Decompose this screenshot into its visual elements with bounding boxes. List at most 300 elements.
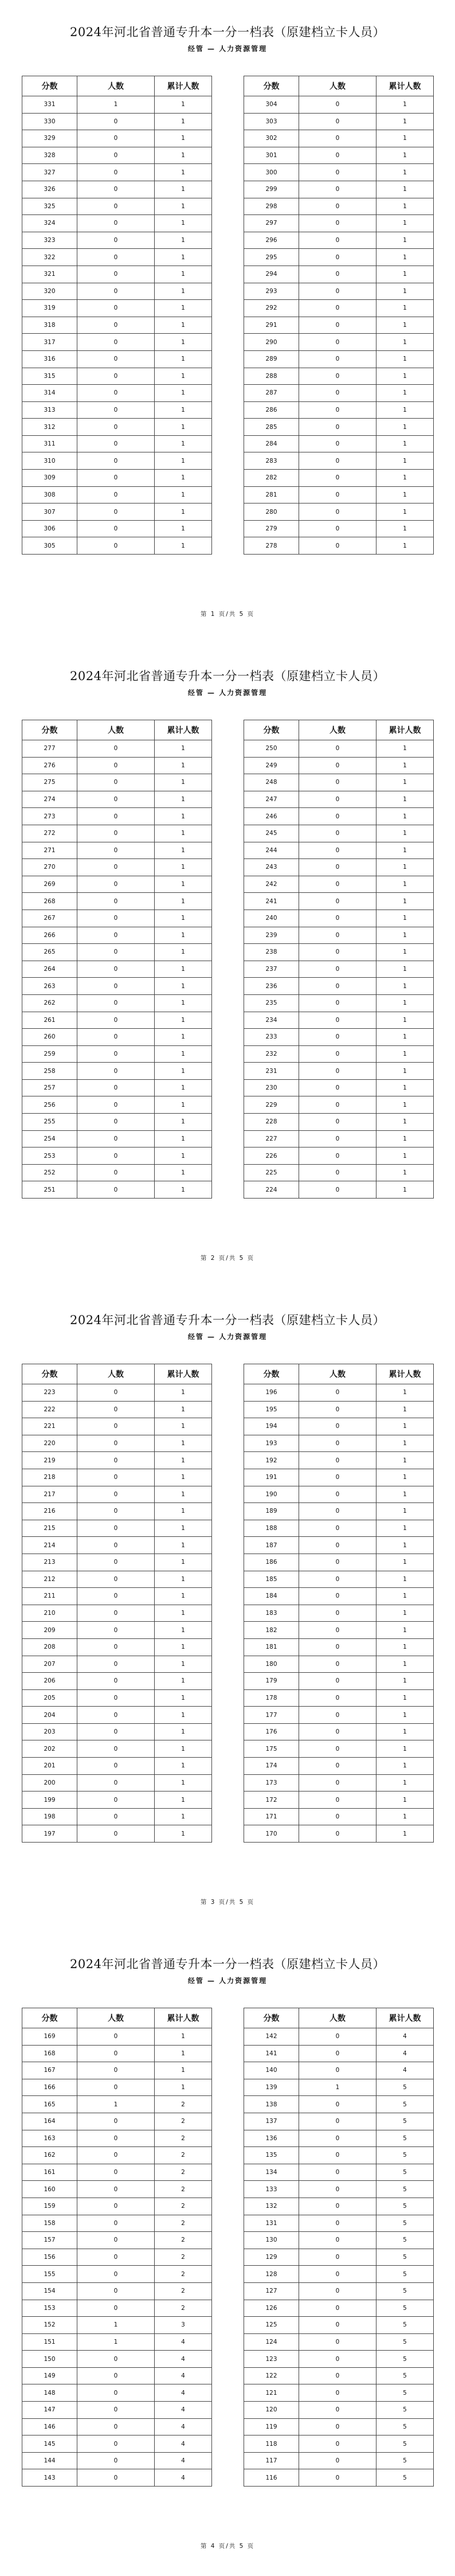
table-row xyxy=(244,2198,434,2215)
cumulative-cell: 5 xyxy=(376,2317,434,2334)
cumulative-cell: 5 xyxy=(376,2215,434,2232)
cumulative-cell: 1 xyxy=(376,1758,434,1775)
count-cell: 0 xyxy=(299,2282,376,2300)
table-row xyxy=(22,2469,212,2487)
score-cell: 272 xyxy=(22,825,77,842)
table-row xyxy=(244,1588,434,1605)
cumulative-cell: 1 xyxy=(376,504,434,521)
table-row xyxy=(244,1384,434,1402)
table-row xyxy=(22,1792,212,1809)
count-cell: 0 xyxy=(299,2367,376,2384)
score-cell: 158 xyxy=(22,2215,77,2232)
count-cell: 0 xyxy=(77,791,155,808)
table-row xyxy=(244,2164,434,2181)
count-cell: 0 xyxy=(77,1571,155,1588)
table-row xyxy=(244,2418,434,2436)
score-cell: 133 xyxy=(244,2181,299,2198)
count-cell: 0 xyxy=(77,876,155,893)
count-cell: 0 xyxy=(299,2147,376,2164)
cumulative-cell: 1 xyxy=(155,96,212,114)
table-row xyxy=(22,893,212,910)
table-row xyxy=(244,757,434,774)
count-cell: 0 xyxy=(77,1758,155,1775)
table-row xyxy=(244,130,434,147)
table-row xyxy=(22,130,212,147)
score-cell: 276 xyxy=(22,757,77,774)
table-header-row xyxy=(22,76,212,96)
count-cell: 1 xyxy=(77,2096,155,2113)
table-row xyxy=(22,1114,212,1131)
cumulative-cell: 1 xyxy=(155,1114,212,1131)
score-cell: 228 xyxy=(244,1114,299,1131)
table-row xyxy=(244,2333,434,2351)
cumulative-cell: 1 xyxy=(155,876,212,893)
cumulative-cell: 1 xyxy=(376,1554,434,1571)
page-footer: 第 2 页/共 5 页 xyxy=(200,1255,255,1262)
score-cell: 270 xyxy=(22,859,77,876)
count-cell: 0 xyxy=(299,435,376,452)
cumulative-cell: 5 xyxy=(376,2300,434,2317)
table-row xyxy=(22,927,212,944)
count-cell: 0 xyxy=(77,2384,155,2402)
score-cell: 252 xyxy=(22,1164,77,1181)
table-header-row xyxy=(244,720,434,740)
cumulative-cell: 1 xyxy=(155,791,212,808)
count-cell: 0 xyxy=(77,910,155,927)
table-row xyxy=(22,2317,212,2334)
cumulative-cell: 1 xyxy=(376,910,434,927)
count-cell: 0 xyxy=(299,791,376,808)
count-cell: 0 xyxy=(299,504,376,521)
score-cell: 210 xyxy=(22,1605,77,1622)
table-row xyxy=(22,1130,212,1148)
cumulative-cell: 1 xyxy=(376,1774,434,1792)
cumulative-cell: 1 xyxy=(376,1740,434,1758)
count-cell: 0 xyxy=(299,774,376,791)
cumulative-cell: 1 xyxy=(155,147,212,164)
cumulative-cell: 1 xyxy=(155,1012,212,1029)
cumulative-cell: 1 xyxy=(155,1689,212,1707)
table-row xyxy=(244,1758,434,1775)
cumulative-cell: 1 xyxy=(155,893,212,910)
count-cell: 0 xyxy=(77,2452,155,2469)
cumulative-cell: 1 xyxy=(155,740,212,758)
score-cell: 209 xyxy=(22,1622,77,1639)
table-row xyxy=(244,1723,434,1740)
page-subtitle: 经管 — 人力资源管理 xyxy=(187,1333,268,1341)
count-cell: 0 xyxy=(299,2062,376,2079)
cumulative-cell: 1 xyxy=(376,401,434,419)
score-cell: 117 xyxy=(244,2452,299,2469)
score-cell: 214 xyxy=(22,1537,77,1554)
count-cell: 0 xyxy=(299,1435,376,1452)
cumulative-cell: 1 xyxy=(155,350,212,368)
table-row xyxy=(244,1537,434,1554)
score-cell: 254 xyxy=(22,1130,77,1148)
score-cell: 202 xyxy=(22,1740,77,1758)
count-cell: 0 xyxy=(77,1148,155,1165)
table-row xyxy=(244,2282,434,2300)
table-row xyxy=(244,435,434,452)
cumulative-cell: 1 xyxy=(155,300,212,317)
score-cell: 258 xyxy=(22,1063,77,1080)
table-row xyxy=(244,2113,434,2130)
table-row xyxy=(22,1622,212,1639)
cumulative-cell: 1 xyxy=(376,1096,434,1114)
table-row xyxy=(244,825,434,842)
count-cell: 0 xyxy=(299,1554,376,1571)
count-cell: 0 xyxy=(299,2249,376,2266)
table-row xyxy=(244,1029,434,1046)
count-cell: 0 xyxy=(77,1114,155,1131)
count-cell: 0 xyxy=(299,181,376,198)
count-header: 人数 xyxy=(77,2008,155,2028)
count-cell: 0 xyxy=(299,537,376,555)
table-row xyxy=(244,2266,434,2283)
table-row xyxy=(244,1503,434,1520)
count-cell: 0 xyxy=(299,2028,376,2046)
score-cell: 265 xyxy=(22,944,77,961)
table-row xyxy=(22,504,212,521)
score-cell: 127 xyxy=(244,2282,299,2300)
table-header-row xyxy=(22,1364,212,1384)
cumulative-cell: 1 xyxy=(376,266,434,283)
count-cell: 0 xyxy=(77,1130,155,1148)
score-table-right xyxy=(244,1364,434,1843)
table-row xyxy=(22,1554,212,1571)
count-cell: 0 xyxy=(77,1096,155,1114)
score-cell: 179 xyxy=(244,1673,299,1690)
table-row xyxy=(22,2096,212,2113)
count-cell: 0 xyxy=(77,164,155,181)
count-cell: 0 xyxy=(299,1096,376,1114)
cumulative-cell: 1 xyxy=(376,249,434,266)
score-cell: 218 xyxy=(22,1469,77,1486)
count-cell: 0 xyxy=(299,147,376,164)
cumulative-cell: 2 xyxy=(155,2282,212,2300)
score-cell: 208 xyxy=(22,1638,77,1656)
cumulative-cell: 4 xyxy=(155,2333,212,2351)
score-cell: 200 xyxy=(22,1774,77,1792)
cumulative-cell: 1 xyxy=(376,774,434,791)
score-cell: 178 xyxy=(244,1689,299,1707)
table-row xyxy=(244,520,434,537)
count-cell: 0 xyxy=(77,350,155,368)
score-cell: 171 xyxy=(244,1808,299,1825)
score-cell: 219 xyxy=(22,1452,77,1469)
count-cell: 0 xyxy=(299,283,376,300)
table-row xyxy=(244,452,434,470)
cumulative-cell: 1 xyxy=(376,1130,434,1148)
score-cell: 244 xyxy=(244,842,299,859)
score-cell: 285 xyxy=(244,419,299,436)
score-cell: 165 xyxy=(22,2096,77,2113)
count-cell: 0 xyxy=(77,1656,155,1673)
count-cell: 0 xyxy=(77,2147,155,2164)
table-row xyxy=(22,2249,212,2266)
table-row xyxy=(244,1707,434,1724)
cumulative-cell: 4 xyxy=(376,2045,434,2062)
count-cell: 0 xyxy=(77,1740,155,1758)
count-cell: 0 xyxy=(299,1063,376,1080)
count-cell: 0 xyxy=(77,978,155,995)
score-cell: 196 xyxy=(244,1384,299,1402)
score-cell: 321 xyxy=(22,266,77,283)
table-row xyxy=(22,791,212,808)
score-cell: 164 xyxy=(22,2113,77,2130)
cumulative-cell: 1 xyxy=(155,961,212,978)
count-cell: 0 xyxy=(77,1401,155,1418)
table-row xyxy=(22,2452,212,2469)
page-title: 2024年河北省普通专升本一分一档表（原建档立卡人员） xyxy=(70,1313,385,1327)
table-row xyxy=(244,1012,434,1029)
count-cell: 0 xyxy=(299,1469,376,1486)
score-cell: 296 xyxy=(244,232,299,249)
page-2 xyxy=(0,644,455,1288)
table-row xyxy=(244,2147,434,2164)
count-cell: 0 xyxy=(299,757,376,774)
count-cell: 0 xyxy=(299,2384,376,2402)
page-footer: 第 4 页/共 5 页 xyxy=(200,2543,255,2550)
cumulative-header: 累计人数 xyxy=(376,720,434,740)
table-row xyxy=(22,2181,212,2198)
table-row xyxy=(244,300,434,317)
count-cell: 0 xyxy=(77,2266,155,2283)
table-row xyxy=(244,2232,434,2249)
count-cell: 0 xyxy=(299,1673,376,1690)
count-cell: 0 xyxy=(77,215,155,232)
count-cell: 0 xyxy=(77,1774,155,1792)
count-cell: 0 xyxy=(299,1537,376,1554)
cumulative-cell: 1 xyxy=(376,96,434,114)
score-cell: 264 xyxy=(22,961,77,978)
cumulative-cell: 1 xyxy=(155,1079,212,1096)
cumulative-cell: 1 xyxy=(155,842,212,859)
score-cell: 148 xyxy=(22,2384,77,2402)
score-cell: 263 xyxy=(22,978,77,995)
table-row xyxy=(244,1689,434,1707)
table-row xyxy=(22,1181,212,1199)
count-cell: 0 xyxy=(77,283,155,300)
count-cell: 0 xyxy=(299,1045,376,1063)
cumulative-cell: 1 xyxy=(155,757,212,774)
score-table-left xyxy=(22,76,212,555)
score-cell: 307 xyxy=(22,504,77,521)
count-cell: 0 xyxy=(77,1707,155,1724)
score-cell: 288 xyxy=(244,368,299,385)
count-cell: 1 xyxy=(77,2333,155,2351)
table-row xyxy=(244,1792,434,1809)
cumulative-cell: 1 xyxy=(155,266,212,283)
count-cell: 0 xyxy=(299,401,376,419)
count-cell: 0 xyxy=(299,1012,376,1029)
cumulative-cell: 1 xyxy=(155,452,212,470)
cumulative-cell: 1 xyxy=(155,1638,212,1656)
cumulative-cell: 1 xyxy=(376,537,434,555)
score-header: 分数 xyxy=(244,76,299,96)
count-cell: 0 xyxy=(299,317,376,334)
cumulative-cell: 1 xyxy=(155,1401,212,1418)
cumulative-cell: 1 xyxy=(155,774,212,791)
count-cell: 0 xyxy=(77,198,155,215)
table-row xyxy=(22,334,212,351)
count-cell: 0 xyxy=(77,2215,155,2232)
cumulative-cell: 1 xyxy=(155,1148,212,1165)
count-cell: 0 xyxy=(77,1063,155,1080)
table-row xyxy=(22,147,212,164)
table-row xyxy=(22,1808,212,1825)
count-cell: 0 xyxy=(77,893,155,910)
score-cell: 286 xyxy=(244,401,299,419)
cumulative-cell: 1 xyxy=(376,215,434,232)
table-row xyxy=(22,2164,212,2181)
count-cell: 0 xyxy=(299,266,376,283)
count-cell: 0 xyxy=(77,1588,155,1605)
count-cell: 0 xyxy=(77,520,155,537)
table-row xyxy=(22,740,212,758)
cumulative-cell: 1 xyxy=(376,486,434,504)
table-row xyxy=(244,2367,434,2384)
cumulative-cell: 1 xyxy=(155,419,212,436)
table-row xyxy=(22,1774,212,1792)
cumulative-cell: 5 xyxy=(376,2452,434,2469)
count-cell: 0 xyxy=(77,300,155,317)
cumulative-cell: 1 xyxy=(155,1774,212,1792)
cumulative-cell: 1 xyxy=(155,1723,212,1740)
count-cell: 0 xyxy=(299,1808,376,1825)
cumulative-cell: 1 xyxy=(376,1689,434,1707)
cumulative-cell: 1 xyxy=(376,164,434,181)
cumulative-cell: 5 xyxy=(376,2367,434,2384)
count-cell: 0 xyxy=(77,147,155,164)
score-cell: 201 xyxy=(22,1758,77,1775)
count-cell: 0 xyxy=(77,740,155,758)
cumulative-cell: 1 xyxy=(155,1825,212,1843)
cumulative-cell: 1 xyxy=(376,1435,434,1452)
table-row xyxy=(22,2436,212,2453)
table-row xyxy=(22,1029,212,1046)
table-row xyxy=(244,2452,434,2469)
page-title: 2024年河北省普通专升本一分一档表（原建档立卡人员） xyxy=(70,669,385,683)
score-cell: 293 xyxy=(244,283,299,300)
count-cell: 0 xyxy=(299,1707,376,1724)
count-cell: 0 xyxy=(299,1774,376,1792)
cumulative-cell: 1 xyxy=(376,181,434,198)
table-row xyxy=(22,520,212,537)
count-cell: 0 xyxy=(77,859,155,876)
cumulative-cell: 1 xyxy=(376,859,434,876)
score-cell: 224 xyxy=(244,1181,299,1199)
score-cell: 142 xyxy=(244,2028,299,2046)
score-table-left xyxy=(22,2008,212,2487)
table-row xyxy=(244,215,434,232)
count-cell: 0 xyxy=(77,1520,155,1537)
cumulative-cell: 1 xyxy=(155,1537,212,1554)
score-cell: 126 xyxy=(244,2300,299,2317)
score-cell: 186 xyxy=(244,1554,299,1571)
cumulative-cell: 1 xyxy=(376,520,434,537)
table-row xyxy=(244,232,434,249)
table-row xyxy=(244,198,434,215)
table-row xyxy=(22,2028,212,2046)
score-cell: 249 xyxy=(244,757,299,774)
cumulative-cell: 1 xyxy=(376,300,434,317)
count-cell: 0 xyxy=(299,1486,376,1503)
cumulative-cell: 1 xyxy=(376,435,434,452)
table-row xyxy=(244,504,434,521)
table-row xyxy=(22,1758,212,1775)
table-row xyxy=(244,113,434,130)
table-row xyxy=(22,2367,212,2384)
cumulative-cell: 1 xyxy=(155,1656,212,1673)
count-cell: 0 xyxy=(299,876,376,893)
table-row xyxy=(22,96,212,114)
cumulative-cell: 1 xyxy=(376,1063,434,1080)
table-row xyxy=(244,2384,434,2402)
count-cell: 0 xyxy=(77,1486,155,1503)
cumulative-cell: 1 xyxy=(155,249,212,266)
count-cell: 0 xyxy=(299,385,376,402)
score-cell: 325 xyxy=(22,198,77,215)
score-header: 分数 xyxy=(22,76,77,96)
score-cell: 123 xyxy=(244,2351,299,2368)
cumulative-cell: 1 xyxy=(376,113,434,130)
table-row xyxy=(244,1605,434,1622)
cumulative-cell: 1 xyxy=(155,130,212,147)
table-row xyxy=(22,825,212,842)
table-row xyxy=(244,1825,434,1843)
score-cell: 316 xyxy=(22,350,77,368)
table-row xyxy=(244,1435,434,1452)
count-cell: 0 xyxy=(299,944,376,961)
count-cell: 0 xyxy=(77,2028,155,2046)
table-row xyxy=(22,537,212,555)
cumulative-cell: 1 xyxy=(155,1588,212,1605)
table-row xyxy=(22,1079,212,1096)
table-row xyxy=(22,419,212,436)
score-cell: 198 xyxy=(22,1808,77,1825)
cumulative-cell: 1 xyxy=(155,1452,212,1469)
count-cell: 0 xyxy=(77,927,155,944)
score-cell: 181 xyxy=(244,1638,299,1656)
score-cell: 322 xyxy=(22,249,77,266)
count-header: 人数 xyxy=(77,720,155,740)
score-cell: 170 xyxy=(244,1825,299,1843)
score-cell: 154 xyxy=(22,2282,77,2300)
count-cell: 0 xyxy=(299,2436,376,2453)
cumulative-cell: 1 xyxy=(376,130,434,147)
cumulative-cell: 1 xyxy=(155,1029,212,1046)
count-cell: 0 xyxy=(299,2215,376,2232)
cumulative-header: 累计人数 xyxy=(155,720,212,740)
table-row xyxy=(22,2147,212,2164)
score-cell: 206 xyxy=(22,1673,77,1690)
cumulative-cell: 1 xyxy=(376,927,434,944)
table-row xyxy=(22,215,212,232)
score-cell: 248 xyxy=(244,774,299,791)
count-cell: 0 xyxy=(299,1181,376,1199)
count-cell: 0 xyxy=(77,2181,155,2198)
count-cell: 0 xyxy=(299,96,376,114)
cumulative-cell: 1 xyxy=(155,1571,212,1588)
score-cell: 190 xyxy=(244,1486,299,1503)
cumulative-cell: 1 xyxy=(155,520,212,537)
cumulative-cell: 1 xyxy=(376,147,434,164)
score-cell: 191 xyxy=(244,1469,299,1486)
table-row xyxy=(244,537,434,555)
cumulative-cell: 1 xyxy=(155,435,212,452)
count-cell: 0 xyxy=(77,504,155,521)
